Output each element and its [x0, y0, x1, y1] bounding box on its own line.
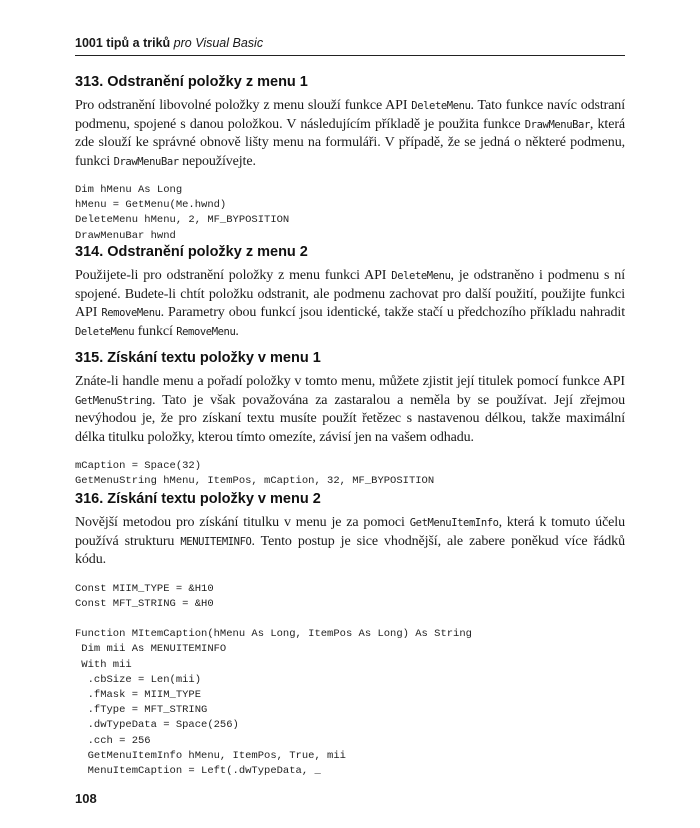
section-313: [75, 73, 625, 244]
code-line: With mii: [75, 658, 132, 671]
code-line: mCaption = Space(32): [75, 460, 202, 472]
code-line: Dim mii As MENUITEMINFO: [75, 643, 227, 656]
section-315: [75, 349, 625, 489]
inline-code: DeleteMenu: [75, 325, 135, 338]
code-line: hMenu = GetMenu(Me.hwnd): [75, 199, 227, 212]
inline-code: GetMenuItemInfo: [409, 517, 499, 529]
code-line: .fMask = MIIM_TYPE: [75, 688, 202, 701]
inline-code: DeleteMenu: [391, 270, 451, 282]
text-run: . Parametry obou funkcí jsou identické, takže stačí u předchozího příkladu nahradit: [160, 305, 625, 320]
text-run: .: [235, 323, 239, 339]
section-body: [75, 267, 625, 341]
section-title: 316. Získání textu položky v menu 2: [75, 491, 321, 507]
inline-code: DeleteMenu: [411, 100, 471, 112]
text-run: , která k tomuto účelu používá strukturu: [75, 515, 625, 549]
text-run: . Tato je však považována za zastaralou a neměla by se používat. Její zřejmou nevýhodou je, že pro získaní textu musíte použít řetězec s nastavenou délkou, takže maximální délka titulku položky, kterou tímto omezíte, závisí jen na vašem odhadu.: [75, 392, 625, 445]
section-title: 314. Odstranění položky z menu 2: [75, 244, 308, 260]
code-line: .cbSize = Len(mii): [75, 673, 202, 686]
section-body: [75, 373, 625, 447]
code-line: .cch = 256: [75, 734, 151, 747]
code-line: Const MIIM_TYPE = &H10: [75, 582, 214, 595]
text-run: Znáte-li handle menu a pořadí položky v tomto menu, můžete zjistit její titulek pomocí funkce API: [75, 374, 625, 389]
text-run: Pro odstranění libovolné položky z menu slouží funkce API: [75, 98, 412, 113]
section-title: 315. Získání textu položky v menu 1: [75, 350, 321, 366]
code-line: Function MItemCaption(hMenu As Long, ItemPos As Long) As String: [75, 628, 472, 641]
code-line: .fType = MFT_STRING: [75, 704, 208, 717]
inline-code: DrawMenuBar: [524, 118, 590, 131]
text-run: nepoužívejte.: [178, 153, 256, 169]
inline-code: DrawMenuBar: [113, 155, 179, 168]
code-line: GetMenuString hMenu, ItemPos, mCaption, 32, MF_BYPOSITION: [75, 475, 435, 488]
text-run: , která zde slouží ke správné obnově lišty menu na formuláři. V případě, že se jedná o některé podmenu, funkci: [75, 116, 625, 169]
section-body: [75, 97, 625, 171]
code-listing: [75, 183, 625, 244]
code-line: Dim hMenu As Long: [75, 184, 183, 196]
code-listing: [75, 582, 625, 780]
text-run: Novější metodou pro získání titulku v menu je za pomoci: [75, 515, 410, 530]
code-line: Const MFT_STRING = &H0: [75, 597, 214, 610]
text-run: Použijete-li pro odstranění položky z menu funkci API: [75, 268, 392, 283]
section-title: 313. Odstranění položky z menu 1: [75, 74, 308, 90]
text-run: . Tento postup je sice vhodnější, ale zabere poněkud více řádků kódu.: [75, 533, 625, 567]
code-listing: [75, 459, 625, 489]
inline-code: RemoveMenu: [101, 307, 161, 319]
code-line: .dwTypeData = Space(256): [75, 719, 239, 732]
code-line: MenuItemCaption = Left(.dwTypeData, _: [75, 764, 321, 777]
text-run: , je odstraněno i podmenu s ní spojené. Budete-li chtít položku odstranit, ale podmenu zachovat pro další použití, použijte funkci API: [75, 268, 625, 320]
running-header: [75, 36, 625, 56]
text-run: . Tato funkce navíc odstraní podmenu, spojené s danou položkou. V následujícím příkladě je použita funkce: [75, 98, 625, 132]
text-run: funkcí: [134, 323, 177, 339]
page-number: 108: [75, 791, 97, 806]
section-316: [75, 490, 625, 779]
code-line: [75, 612, 625, 627]
book-subtitle: pro Visual Basic: [173, 36, 264, 50]
code-line: GetMenuItemInfo hMenu, ItemPos, True, mii: [75, 749, 346, 762]
inline-code: RemoveMenu: [176, 325, 236, 338]
inline-code: GetMenuString: [75, 394, 152, 407]
section-body: [75, 514, 625, 570]
code-line: DeleteMenu hMenu, 2, MF_BYPOSITION: [75, 214, 290, 227]
code-line: DrawMenuBar hwnd: [75, 229, 176, 242]
section-314: [75, 243, 625, 341]
book-title: 1001 tipů a triků: [75, 36, 171, 50]
inline-code: MENUITEMINFO: [180, 535, 252, 548]
